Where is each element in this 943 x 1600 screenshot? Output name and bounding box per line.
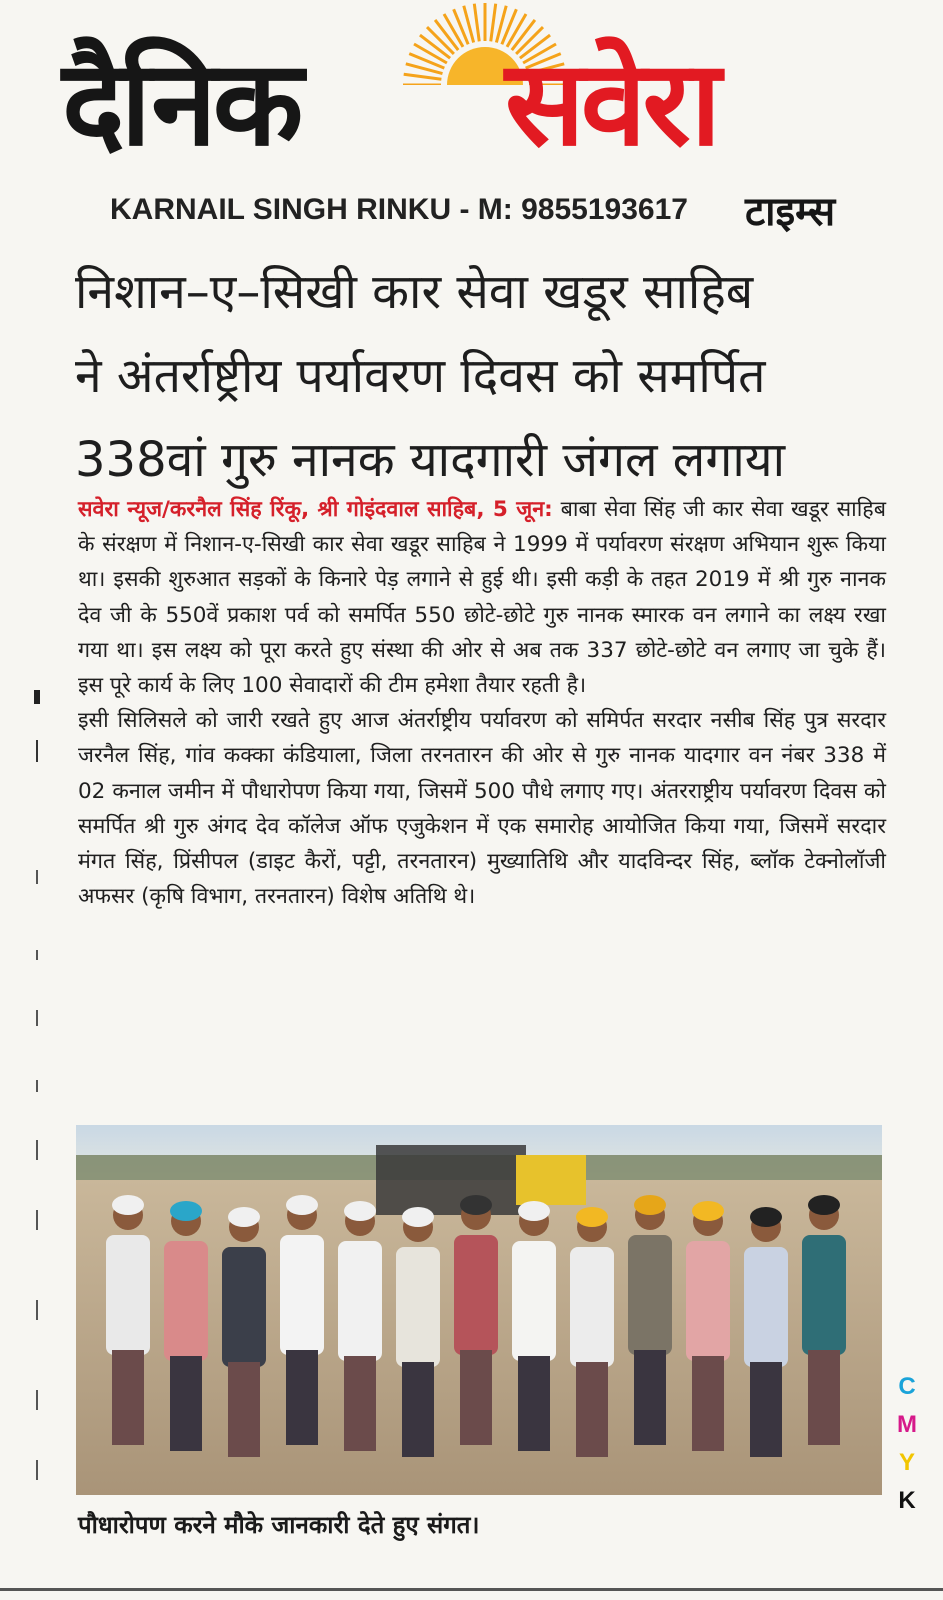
headline-line: ने अंतर्राष्ट्रीय पर्यावरण दिवस को समर्पित — [75, 348, 766, 404]
yellow-trailer — [516, 1155, 586, 1205]
brand-name-red: सवेरा — [505, 34, 718, 172]
brand-suffix: टाइम्स — [745, 189, 836, 235]
photo-illustration — [76, 1125, 882, 1495]
paragraph-1-text: बाबा सेवा सिंह जी कार सेवा खडूर साहिब के संरक्षण में निशान-ए-सिखी कार सेवा खडूर साहिब ने 1999 में पर्यावरण संरक्षण अभियान शुरू किया था। इसकी शुरुआत सड़कों के किनारे पेड़ लगाने से हुई थी। इसी कड़ी के तहत 2019 में श्री गुरु नानक देव जी के 550वें प्रकाश पर्व को समर्पित 550 छोटे-छोटे गुरु नानक स्मारक वन लगाने का लक्ष्य रखा गया था। इस लक्ष्य को पूरा करते हुए संस्था की ओर से अब तक 337 छोटे-छोटे वन लगाए जा चुके हैं। इस पूरे कार्य के लिए 100 सेवादारों की टीम हमेशा तैयार रहती है। — [78, 497, 886, 699]
photo-caption: पौधारोपण करने मौके जानकारी देते हुए संगत। — [78, 1511, 480, 1539]
cmyk-letter: Y — [898, 1449, 915, 1476]
paragraph-1 — [78, 492, 886, 703]
brand-name-dark: दैनिक — [62, 34, 300, 172]
headline-line: निशान–ए–सिखी कार सेवा खडूर साहिब — [75, 264, 754, 320]
dateline: सवेरा न्यूज/करनैल सिंह रिंकू, श्री गोइंदवाल साहिब, 5 जून: — [78, 497, 553, 522]
gutter-marks — [30, 690, 42, 1490]
cmyk-registration-marks — [893, 1368, 921, 1520]
cmyk-letter: C — [898, 1373, 916, 1400]
headline-line: 338वां गुरु नानक यादगारी जंगल लगाया — [75, 432, 786, 488]
tractor — [376, 1145, 526, 1215]
article-headline — [75, 250, 905, 502]
paragraph-2: इसी सिलिसले को जारी रखते हुए आज अंतर्राष्ट्रीय पर्यावरण को समिर्पत सरदार नसीब सिंह पुत्र सरदार जरनैल सिंह, गांव कक्का कंडियाला, जिला तरनतारन की ओर से गुरु नानक यादगार वन नंबर 338 में 02 कनाल जमीन में पौधारोपण किया गया, जिसमें 500 पौधे लगाए गए। अंतरराष्ट्रीय पर्यावरण दिवस को समर्पित श्री गुरु अंगद देव कॉलेज ऑफ एजुकेशन में एक समारोह आयोजित किया गया, जिसमें सरदार मंगत सिंह, प्रिंसीपल (डाइट कैरों, पट्टी, तरनतारन) मुख्यातिथि और यादविन्दर सिंह, ब्लॉक टेक्नोलॉजी अफसर (कृषि विभाग, तरनतारन) विशेष अतिथि थे। — [78, 708, 886, 910]
page-bottom-rule — [0, 1588, 943, 1591]
masthead — [0, 0, 943, 240]
reporter-contact: KARNAIL SINGH RINKU - M: 9855193617 — [110, 193, 688, 226]
group-photo — [76, 1125, 882, 1495]
cmyk-letter: M — [897, 1411, 917, 1438]
cmyk-letter: K — [898, 1487, 916, 1514]
article-body — [78, 492, 886, 914]
